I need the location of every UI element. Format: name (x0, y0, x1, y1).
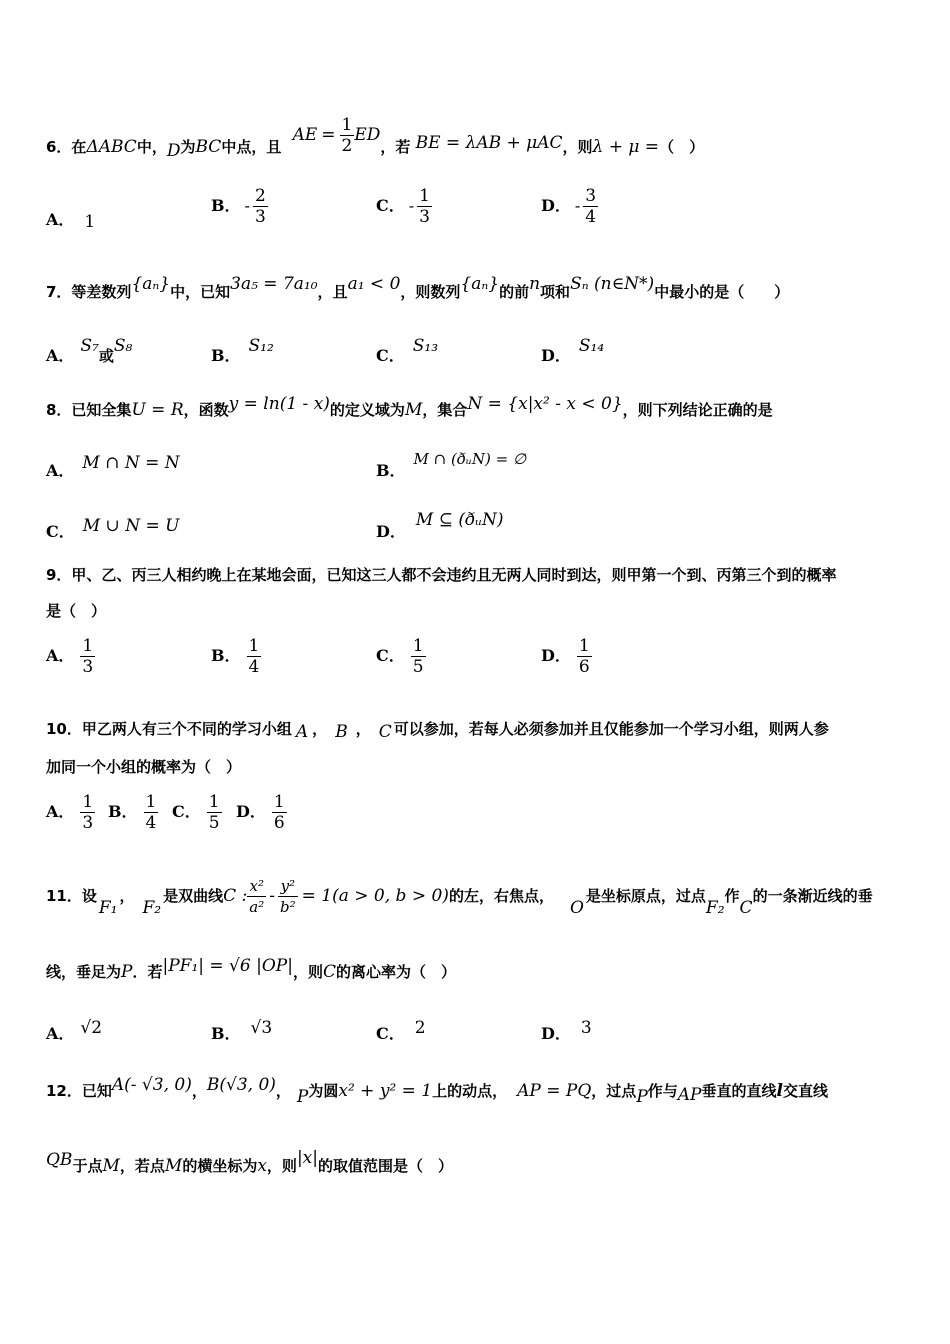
option-value: S₁₃ (412, 336, 439, 356)
option-text: 或 (98, 347, 114, 365)
q12-text: 垂直的直线 (701, 1082, 777, 1100)
q11-condition: |PF₁| = √6 |OP| (162, 956, 293, 976)
fraction-denominator: 3 (419, 207, 430, 227)
q12-line-qb: QB (46, 1150, 73, 1170)
q11-frac-x (247, 876, 266, 917)
option-label: B． (211, 1024, 241, 1043)
option-label: B． (211, 196, 241, 215)
q12-x: x (257, 1156, 267, 1176)
q11-focus-f1: F₁ (98, 898, 118, 918)
option-fraction (577, 636, 592, 677)
q11-text: 的离心率为（ ） (335, 963, 456, 981)
q6-vector-expr: BE = λAB + μAC (415, 133, 563, 153)
q11-frac-x-num: x² (247, 876, 266, 897)
q11-frac-y-num: y² (278, 876, 298, 897)
q7-option-b[interactable] (211, 333, 274, 365)
q12-text: 上的动点， (432, 1082, 508, 1100)
option-value: √2 (80, 1018, 103, 1038)
option-value: S₇ (80, 336, 99, 356)
q7-condition: 3a₅ = 7a₁₀ (230, 274, 318, 294)
fraction-numerator: 1 (412, 636, 424, 656)
q6-option-d[interactable] (541, 186, 598, 227)
q11-text: 是双曲线 (163, 887, 224, 905)
option-fraction (253, 186, 268, 227)
fraction-numerator: 1 (578, 636, 590, 656)
q6-option-b[interactable] (211, 186, 268, 227)
q11-stem-line2 (46, 956, 456, 982)
q6-text: 6．在 (46, 138, 87, 156)
q11-option-a[interactable] (46, 1015, 103, 1043)
option-value: S₁₂ (248, 336, 274, 356)
q8-option-d[interactable] (376, 507, 504, 541)
q11-text: 线，垂足为 (46, 963, 122, 981)
q7-stem (46, 274, 790, 302)
option-label: C． (376, 646, 405, 665)
fraction-denominator: 4 (145, 813, 157, 833)
option-label: C． (172, 802, 201, 821)
q6-text: 中， (136, 138, 167, 156)
option-value: M ∩ N = N (82, 453, 180, 473)
q12-text: 的横坐标为 (182, 1157, 258, 1175)
option-label: C． (376, 1024, 405, 1043)
q11-option-c[interactable] (376, 1015, 426, 1043)
q6-half-num: 1 (341, 115, 353, 135)
option-minus: - (408, 196, 415, 215)
q12-point-m: M (164, 1156, 183, 1176)
option-fraction (583, 186, 598, 227)
option-label: B． (211, 346, 241, 365)
q8-function: y = ln(1 - x) (228, 394, 330, 414)
q11-option-b[interactable] (211, 1015, 273, 1043)
q6-vec-ed: ED (354, 125, 381, 145)
q12-text: ， (191, 1082, 207, 1100)
option-label: D． (541, 1024, 571, 1043)
q10-text: 10．甲乙两人有三个不同的学习小组 (46, 720, 292, 738)
fraction-denominator: 4 (585, 207, 597, 227)
q6-vec-ae: AE (292, 125, 318, 145)
q8-text: 的定义域为 (329, 401, 405, 419)
q11-origin: O (569, 898, 584, 918)
q10-group-a: A (295, 722, 309, 742)
q11-text: 是坐标原点，过点 (585, 887, 706, 905)
option-minus: - (574, 196, 581, 215)
q6-text: ，若 (380, 138, 411, 156)
q11-equation-rest: = 1(a > 0, b > 0) (301, 886, 449, 906)
option-fraction (417, 186, 432, 227)
option-label: A． (46, 1024, 75, 1043)
q9-option-b[interactable] (211, 636, 261, 677)
q8-set-m: M (404, 400, 423, 420)
q6-answer-blank: （ ） (659, 138, 705, 156)
q6-text: 为 (180, 138, 196, 156)
q12-point-m: M (102, 1156, 120, 1176)
option-fraction (80, 792, 95, 833)
q11-frac-y-den: b² (280, 898, 296, 916)
q7-text: 7．等差数列 (46, 283, 132, 301)
q7-option-a[interactable] (46, 333, 133, 365)
option-label: B． (211, 646, 241, 665)
q11-frac-y (278, 876, 298, 917)
q12-point-a: A(- √3, 0) (111, 1075, 192, 1095)
option-label: D． (541, 346, 571, 365)
q12-stem (46, 1075, 828, 1107)
q11-point-p: P (121, 962, 133, 982)
fraction-denominator: 5 (412, 657, 424, 677)
q6-text: 中点，且 (221, 138, 282, 156)
q12-text: 交直线 (782, 1082, 828, 1100)
option-value: M ∩ (ðᵤN) = ∅ (413, 450, 527, 468)
q6-half-fraction (340, 115, 355, 156)
q12-circle: x² + y² = 1 (338, 1081, 433, 1101)
q11-text: 11．设 (46, 887, 97, 905)
q11-text: ，则 (292, 963, 323, 981)
option-label: D． (541, 196, 571, 215)
q12-text: 作与 (647, 1082, 678, 1100)
q7-text: 的前 (499, 283, 530, 301)
q12-line-l: l (776, 1081, 783, 1101)
option-label: C． (46, 522, 75, 541)
q8-option-c[interactable] (46, 513, 180, 541)
q6-lambda-mu: λ + μ = (592, 137, 660, 157)
fraction-denominator: 5 (208, 813, 220, 833)
q7-partial-sum: Sₙ (n∈N*) (570, 274, 655, 294)
q11-text: ， (119, 887, 135, 905)
q8-stem (46, 394, 773, 420)
q6-text: ，则 (562, 138, 593, 156)
option-label: C． (376, 196, 405, 215)
fraction-numerator: 1 (82, 792, 94, 812)
q8-option-b[interactable] (376, 446, 527, 480)
q7-text: 项和 (540, 283, 571, 301)
option-label: A． (46, 210, 75, 229)
q6-stem (46, 115, 705, 168)
q11-curve-c: C (739, 898, 753, 918)
q9-option-c[interactable] (376, 636, 426, 677)
q12-stem-line2 (46, 1148, 453, 1176)
option-label: A． (46, 346, 75, 365)
option-fraction (247, 636, 262, 677)
q7-option-c[interactable] (376, 333, 439, 365)
q12-text: 12．已知 (46, 1082, 112, 1100)
fraction-denominator: 3 (254, 207, 266, 227)
q10-stem (46, 719, 829, 742)
q6-point-d: D (166, 141, 181, 161)
fraction-denominator: 3 (82, 657, 94, 677)
fraction-numerator: 2 (254, 186, 266, 206)
q8-text: 8．已知全集 (46, 401, 132, 419)
q11-minus: - (269, 886, 276, 906)
q10-option-a[interactable] (46, 792, 95, 833)
option-value: S₈ (113, 336, 133, 356)
fraction-denominator: 4 (248, 657, 260, 677)
q7-condition: a₁ < 0 (347, 274, 401, 294)
q11-option-d[interactable] (541, 1015, 592, 1043)
q10-text: ， (312, 720, 328, 738)
q10-stem-line2: 加同一个小组的概率为（ ） (46, 758, 242, 776)
option-label: D． (541, 646, 571, 665)
q7-text: ，且 (317, 283, 348, 301)
q11-text: 的一条渐近线的垂 (752, 887, 873, 905)
option-label: D． (376, 522, 406, 541)
q12-point-p: P (296, 1087, 309, 1107)
q6-segment-bc: BC (195, 137, 222, 157)
q11-stem (46, 876, 873, 917)
option-label: B． (376, 461, 406, 480)
option-fraction (207, 792, 222, 833)
q8-text: ，则下列结论正确的是 (622, 401, 773, 419)
option-label: D． (236, 802, 266, 821)
fraction-numerator: 1 (248, 636, 260, 656)
q7-option-d[interactable] (541, 333, 605, 365)
q10-text: ， (355, 720, 371, 738)
q11-focus-f2: F₂ (705, 898, 725, 918)
q6-option-c[interactable] (376, 186, 432, 227)
fraction-numerator: 1 (145, 792, 157, 812)
q12-condition: AP = PQ (517, 1081, 592, 1101)
q6-triangle: ΔABC (86, 137, 137, 157)
q11-text: 作 (724, 887, 740, 905)
q8-text: ，函数 (183, 401, 229, 419)
option-fraction (272, 792, 287, 833)
fraction-numerator: 1 (208, 792, 220, 812)
option-fraction (144, 792, 159, 833)
option-label: A． (46, 461, 75, 480)
q6-half-den: 2 (341, 136, 353, 156)
q12-text: ，过点 (591, 1082, 637, 1100)
q11-curve-c: C (322, 962, 336, 982)
q6-vector-eq (292, 115, 381, 156)
q8-option-a[interactable] (46, 450, 180, 480)
option-value: 2 (414, 1018, 426, 1038)
q7-n: n (529, 274, 541, 294)
q10-option-c[interactable] (172, 792, 222, 833)
option-label: A． (46, 646, 75, 665)
option-label: C． (376, 346, 405, 365)
option-value: 1 (84, 212, 96, 232)
fraction-numerator: 1 (419, 186, 430, 206)
q11-curve-c: C : (223, 886, 248, 906)
q10-option-d[interactable] (236, 792, 287, 833)
fraction-numerator: 1 (273, 792, 285, 812)
q12-text: ， (275, 1082, 291, 1100)
q9-option-d[interactable] (541, 636, 592, 677)
q8-text: ，集合 (422, 401, 468, 419)
option-fraction (80, 636, 95, 677)
q7-text: ，则数列 (400, 283, 461, 301)
q7-text: 中，已知 (170, 283, 231, 301)
q12-point-p: P (636, 1087, 648, 1107)
q8-set-n: N = {x|x² - x < 0} (467, 394, 623, 414)
q8-universal-set: U = R (131, 400, 184, 420)
fraction-denominator: 6 (578, 657, 590, 677)
q12-text: 于点 (72, 1157, 103, 1175)
fraction-numerator: 1 (82, 636, 94, 656)
option-fraction (411, 636, 426, 677)
option-value: S₁₄ (578, 336, 605, 356)
q10-option-b[interactable] (108, 792, 158, 833)
option-value: √3 (250, 1018, 273, 1038)
q10-text: 可以参加，若每人必须参加并且仅能参加一个学习小组，则两人参 (393, 720, 829, 738)
q6-option-a[interactable] (46, 207, 95, 230)
q7-sequence: {aₙ} (460, 274, 500, 294)
q11-frac-x-den: a² (249, 898, 265, 916)
q9-option-a[interactable] (46, 636, 95, 677)
fraction-denominator: 6 (273, 813, 285, 833)
q6-eq-sign: = (321, 125, 336, 145)
q11-focus-f2: F₂ (142, 898, 162, 918)
q11-text: ．若 (132, 963, 163, 981)
option-minus: - (244, 196, 250, 215)
q12-text: 为圆 (308, 1082, 339, 1100)
q12-text: ，若点 (119, 1157, 165, 1175)
q10-group-c: C (378, 722, 392, 742)
option-label: B． (108, 802, 138, 821)
q7-text: 中最小的是（ ） (654, 283, 790, 301)
q11-text: 的左，右焦点， (448, 887, 554, 905)
q12-text: 的取值范围是（ ） (317, 1157, 453, 1175)
option-value: M ⊆ (ðᵤN) (415, 510, 504, 530)
q12-segment-ap: AP (677, 1085, 702, 1105)
fraction-numerator: 3 (585, 186, 597, 206)
option-value: M ∪ N = U (82, 516, 180, 536)
q12-point-b: B(√3, 0) (206, 1075, 276, 1095)
fraction-denominator: 3 (82, 813, 94, 833)
q9-stem-line1: 9．甲、乙、丙三人相约晚上在某地会面，已知这三人都不会违约且无两人同时到达，则甲第一个到、丙第三个到的概率 (46, 566, 837, 584)
option-label: A． (46, 802, 75, 821)
q12-abs-x: |x| (296, 1148, 318, 1168)
q10-group-b: B (335, 722, 348, 742)
option-value: 3 (580, 1018, 592, 1038)
q9-stem-line2: 是（ ） (46, 602, 107, 620)
q12-text: ，则 (266, 1157, 297, 1175)
q7-sequence: {aₙ} (131, 274, 171, 294)
